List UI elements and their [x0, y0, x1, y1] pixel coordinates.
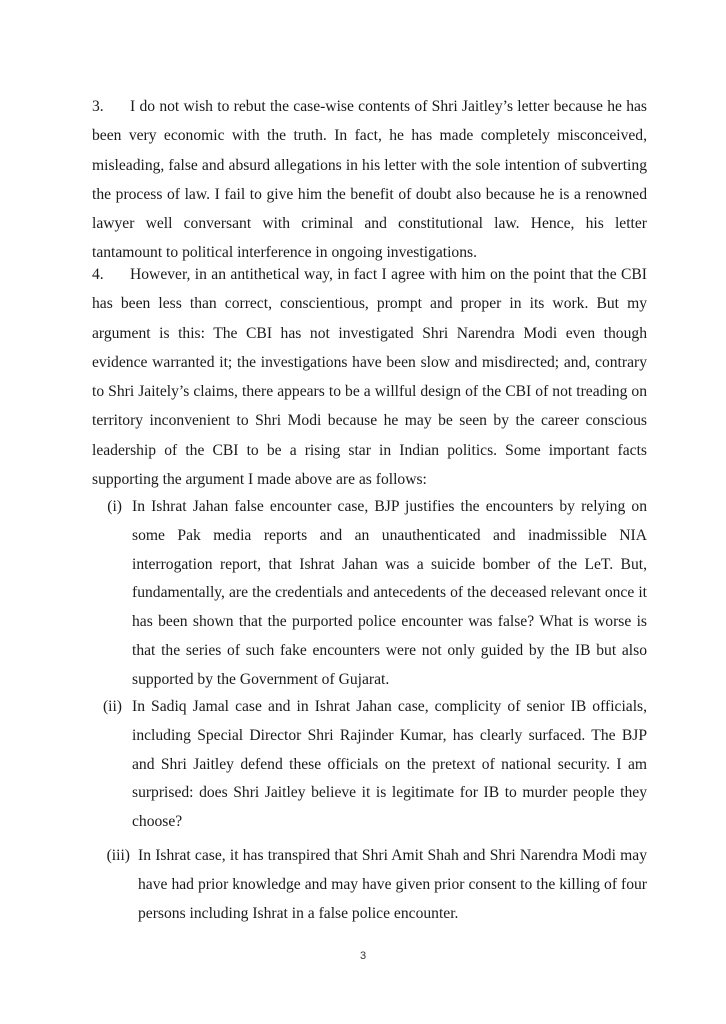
list-item-text: In Ishrat case, it has transpired that Shri Amit Shah and Shri Narendra Modi may have had prior knowledge and may have given prior consent to the killing of four persons including Ishrat in a false police encounter. [138, 847, 647, 922]
list-item-text: In Ishrat Jahan false encounter case, BJP justifies the encounters by relying on some Pak media reports and an unauthenticated and inadmissible NIA interrogation report, that Ishrat Jahan was a suicide bomber of the LeT. But, fundamentally, are the credentials and antecedents of the deceased relevant once it has been shown that the purported police encounter was false? What is worse is that the series of such fake encounters were not only guided by the IB but also supported by the Government of Gujarat. [132, 498, 647, 688]
paragraph-number: 3. [92, 98, 104, 115]
list-item-ii [92, 693, 647, 837]
paragraph-text: However, in an antithetical way, in fact I agree with him on the point that the CBI has been less than correct, conscientious, prompt and proper in its work. But my argument is this: The CBI has not investigated Shri Narendra Modi even though evidence warranted it; the investigations have been slow and misdirected; and, contrary to Shri Jaitely’s claims, there appears to be a willful design of the CBI of not treading on territory inconvenient to Shri Modi because he may be seen by the career conscious leadership of the CBI to be a rising star in Indian politics. Some important facts supporting the argument I made above are as follows: [92, 266, 647, 489]
list-marker: (ii) [102, 698, 122, 715]
list-marker: (i) [107, 498, 122, 515]
paragraph-text: I do not wish to rebut the case-wise contents of Shri Jaitley’s letter because he has been very economic with the truth. In fact, he has made completely misconceived, misleading, false and absurd allegations in his letter with the sole intention of subverting the process of law. I fail to give him the benefit of doubt also because he is a renowned lawyer well conversant with criminal and constitutional law. Hence, his letter tantamount to political interference in ongoing investigations. [92, 98, 647, 262]
paragraph-4 [92, 260, 647, 494]
list-item-text: In Sadiq Jamal case and in Ishrat Jahan case, complicity of senior IB officials, including Special Director Shri Rajinder Kumar, has clearly surfaced. The BJP and Shri Jaitley defend these officials on the pretext of national security. I am surprised: does Shri Jaitley believe it is legitimate for IB to murder people they choose? [132, 698, 647, 831]
page-number: 3 [359, 950, 367, 962]
paragraph-number: 4. [92, 266, 104, 283]
list-item-i [92, 493, 647, 695]
list-item-iii [92, 842, 647, 928]
list-marker: (iii) [106, 847, 130, 864]
paragraph-3 [92, 92, 647, 268]
